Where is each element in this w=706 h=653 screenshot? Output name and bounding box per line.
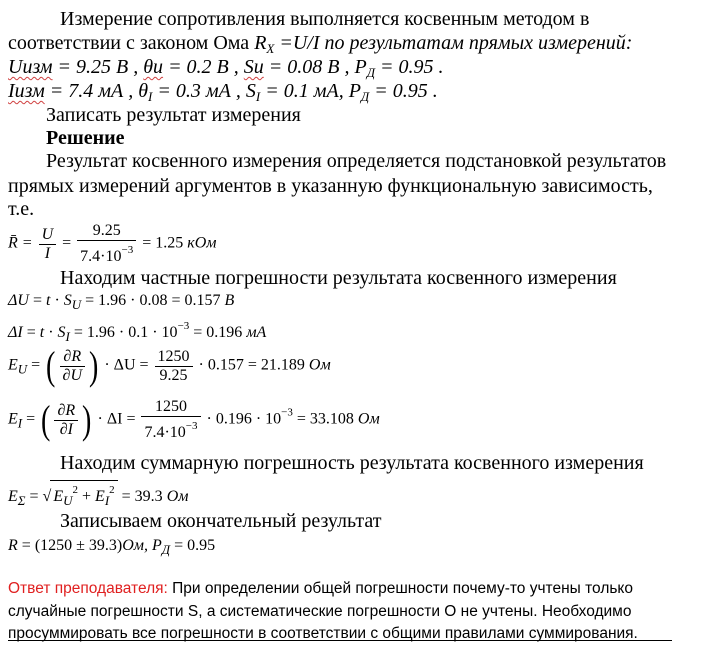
formula-r-mean: R̄ = $\frac{U}{I}$ = $\frac{9.25}{7.4\cdot 10^{-3}}$ = 1.25 кОм [8,222,217,265]
formula-final-result: R = (1250 ± 39.3)Ом, $Р_Д = 0.95$ [8,537,216,557]
solution-line-1: Результат косвенного измерения определяется подстановкой результатов [46,150,667,172]
task-text: Записать результат измерения [46,104,301,126]
formula-delta-i: $\Delta I = t \cdot S_I = 1.96 \cdot 0.1 \cdot 10^{-3} = 0.196$ мА [8,320,267,344]
teacher-note-line-2: случайные погрешности S, а систематические погрешности О не учтены. Необходимо [8,603,632,620]
heading-partial-errors: Находим частные погрешности результата косвенного измерения [60,267,617,289]
solution-line-3: т.е. [8,198,35,220]
solution-line-2: прямых измерений аргументов в указанную функциональную зависимость, [8,175,653,197]
teacher-note-line-3: просуммировать все погрешности в соответствии с общими правилами суммирования. [8,625,638,642]
solution-title: Решение [46,127,125,149]
heading-total-error: Находим суммарную погрешность результата косвенного измерения [60,452,644,474]
intro-line-1: Измерение сопротивления выполняется косвенным методом в [60,8,590,30]
teacher-note-line-1: Ответ преподавателя: При определении общей погрешности почему-то учтены только [8,580,634,597]
formula-error-u: $E_U$ = ( $\frac{\partial R}{\partial U}$ ) · ΔU = $\frac{1250}{9.25}$ · 0.157 = 21.189 Ом [8,343,331,388]
intro-current-line: Iизм = 7.4 мА , $\theta_I = 0.3$ мА , $S_I = 0.1$ мА, $Р_Д = 0.95$ . [8,80,438,104]
intro-voltage-line: Uизм = 9.25 В , θu = 0.2 В , Su = 0.08 В , $Р_Д = 0.95$ . [8,56,444,80]
formula-error-sum: $E_\Sigma$ = √ $E_U^2 + E_I^2 = 39.3$ Ом [8,480,188,510]
intro-line-2: соответствии с законом Ома $R_X =U/I$ по результатам прямых измерений: [8,32,633,56]
formula-delta-u: $\Delta U = t \cdot S_U = 1.96 \cdot 0.08 = 0.157$ В [8,292,235,312]
formula-error-i: $E_I$ = ( $\frac{\partial R}{\partial I}$ ) · ΔI = $\frac{1250}{7.4\cdot 10^{-3}}$ · $0.196 \cdot 10^{-3} = 33.108$ Ом [8,397,380,442]
teacher-note-underline [8,640,672,641]
heading-final-result: Записываем окончательный результат [60,510,382,532]
teacher-label: Ответ преподавателя: [8,580,168,597]
